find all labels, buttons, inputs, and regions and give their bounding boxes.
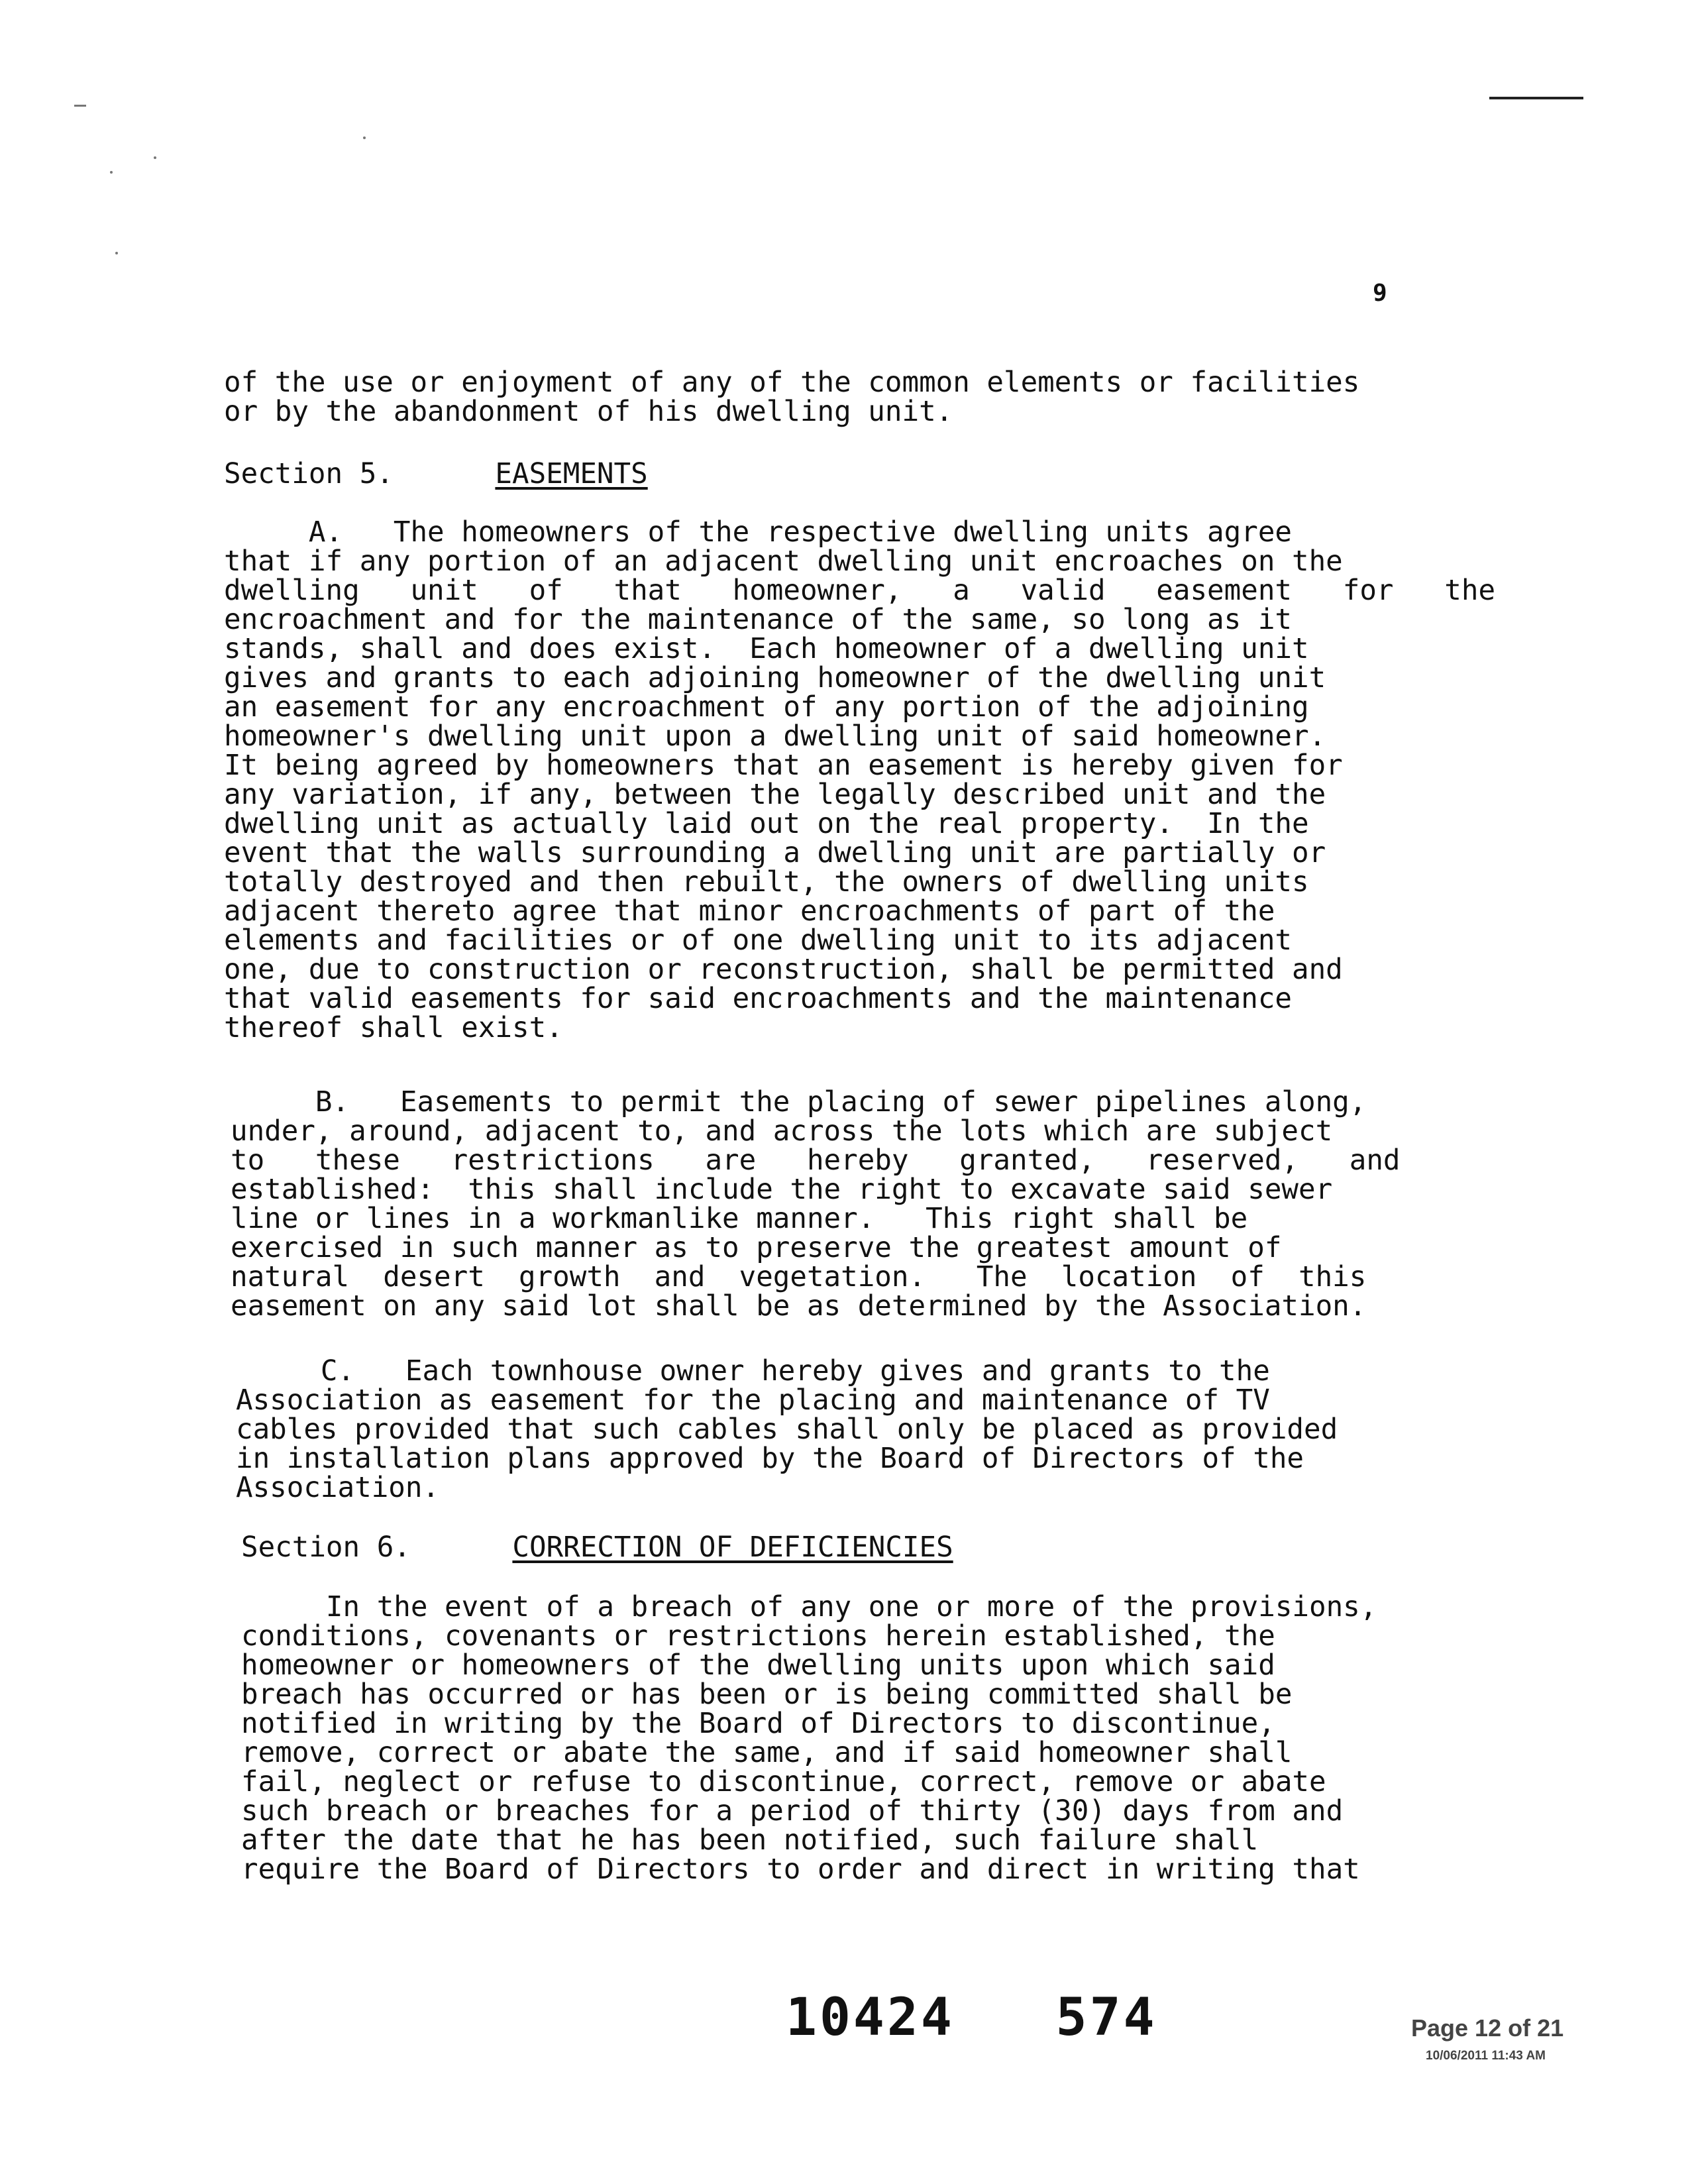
scan-speck [363, 136, 366, 139]
section-6-label: Section 6. [241, 1531, 411, 1564]
footer-page-count: Page 12 of 21 [1411, 2014, 1564, 2042]
scan-speck [115, 252, 118, 254]
section-5-title: EASEMENTS [495, 458, 648, 490]
book-page-stamp: 10424 574 [786, 1988, 1157, 2048]
correction-paragraph: In the event of a breach of any one or more of the provisions, conditions, covenants or restrictions herein established, the homeowner or homeowners of the dwelling units upon which said breach has occurred or has been or is being committed shall be notified in writing by the Board of Directors to discontinue, remove, correct or abate the same, and if said homeowner shall fail, neglect or refuse to discontinue, correct, remove or abate such breach or breaches for a period of thirty (30) days from and after the date that he has been notified, such failure shall require the Board of Directors to order and direct in writing that [241, 1591, 1377, 1886]
section-6-heading [241, 1533, 953, 1562]
footer-timestamp: 10/06/2011 11:43 AM [1426, 2049, 1546, 2063]
scan-mark [1489, 97, 1583, 99]
section-5-heading [224, 460, 648, 489]
intro-paragraph: of the use or enjoyment of any of the common elements or facilities or by the abandonment of his dwelling unit. [224, 366, 1360, 428]
easements-paragraph-c: C. Each townhouse owner hereby gives and grants to the Association as easement for the placing and maintenance of TV cables provided that such cables shall only be placed as provided in installation plans approved by the Board of Directors of the Association. [236, 1355, 1338, 1504]
scan-speck [74, 105, 86, 107]
section-5-label: Section 5. [224, 458, 394, 490]
scan-speck [110, 171, 113, 174]
page-number: 9 [1373, 280, 1387, 307]
scan-speck [154, 156, 156, 159]
easements-paragraph-b: B. Easements to permit the placing of sewer pipelines along, under, around, adjacent to, and across the lots which are subject to these restrictions are hereby granted, reserved, and established: this shall include the right to excavate said sewer line or lines in a workmanlike manner. This right shall be exercised in such manner as to preserve the greatest amount of natural desert growth and vegetation. The location of this easement on any said lot shall be as determined by the Association. [231, 1086, 1401, 1323]
easements-paragraph-a: A. The homeowners of the respective dwelling units agree that if any portion of an adjacent dwelling unit encroaches on the dwelling unit of that homeowner, a valid easement for the encroachment and for the maintenance of the same, so long as it stands, shall and does exist. Each homeowner of a dwelling unit gives and grants to each adjoining homeowner of the dwelling unit an easement for any encroachment of any portion of the adjoining homeowner's dwelling unit upon a dwelling unit of said homeowner. It being agreed by homeowners that an easement is hereby given for any variation, if any, between the legally described unit and the dwelling unit as actually laid out on the real property. In the event that the walls surrounding a dwelling unit are partially or totally destroyed and then rebuilt, the owners of dwelling units adjacent thereto agree that minor encroachments of part of the elements and facilities or of one dwelling unit to its adjacent one, due to construction or reconstruction, shall be permitted and that valid easements for said encroachments and the maintenance thereof shall exist. [224, 516, 1496, 1044]
section-6-title: CORRECTION OF DEFICIENCIES [512, 1531, 953, 1564]
